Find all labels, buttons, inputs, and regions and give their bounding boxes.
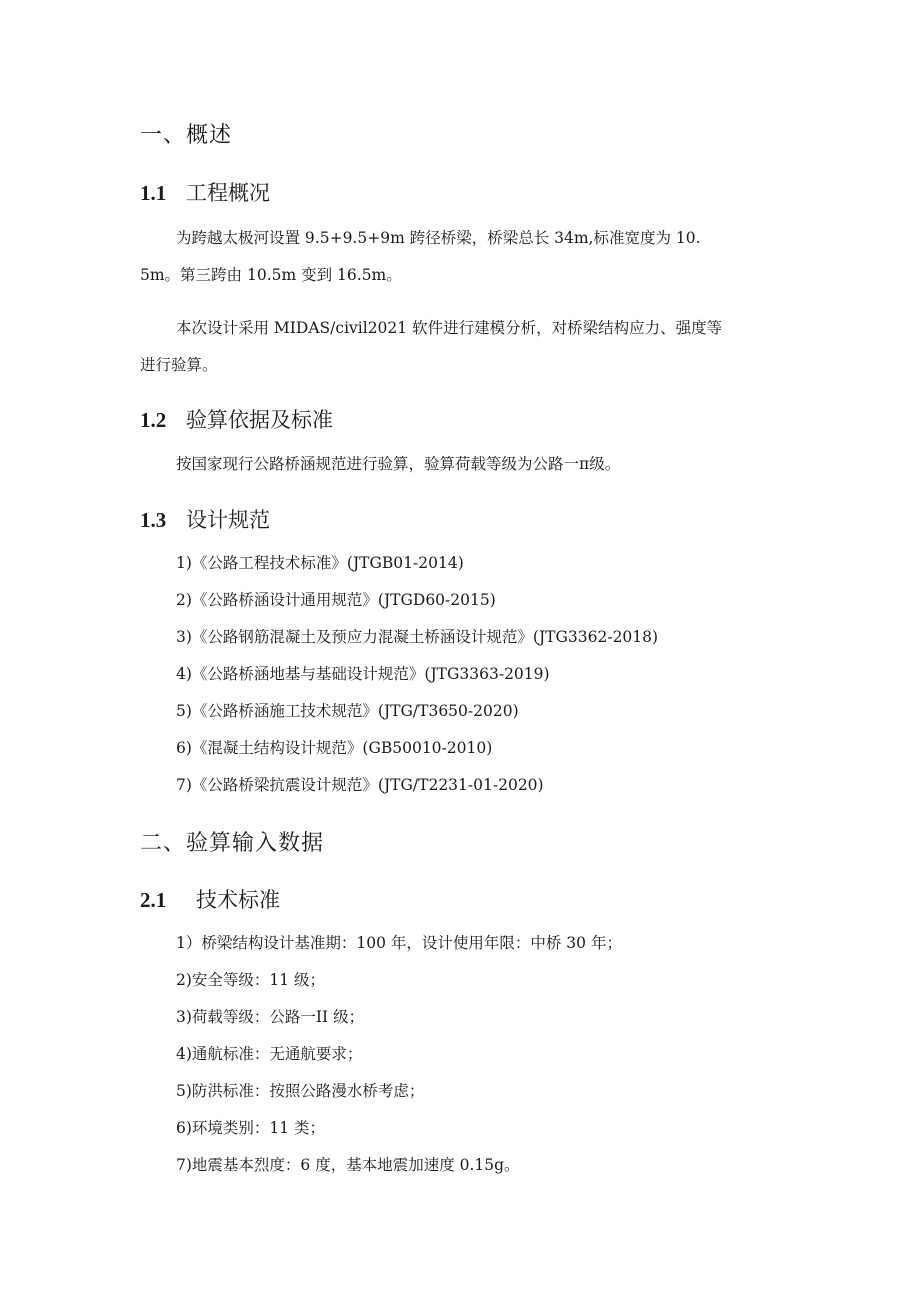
subsection-number: 2.1 [140, 888, 167, 912]
list-item: 7)地震基本烈度：6 度，基本地震加速度 0.15g。 [176, 1156, 520, 1174]
subsection-2-1-heading [140, 884, 280, 914]
list-item: 5)《公路桥涵施工技术规范》(JTG/T3650-2020) [176, 702, 519, 720]
subsection-1-2-heading [140, 404, 333, 434]
subsection-number: 1.1 [140, 181, 167, 205]
subsection-number: 1.3 [140, 508, 167, 532]
paragraph-line: 为跨越太极河设置 9.5+9.5+9m 跨径桥梁，桥梁总长 34m,标准宽度为 10. [176, 229, 701, 247]
list-item: 4)《公路桥涵地基与基础设计规范》(JTG3363-2019) [176, 665, 550, 683]
list-item: 6)《混凝土结构设计规范》(GB50010-2010) [176, 739, 493, 757]
subsection-1-1-heading [140, 177, 270, 207]
subsection-title: 验算依据及标准 [186, 408, 333, 432]
subsection-title: 工程概况 [186, 181, 270, 205]
paragraph-line: 按国家现行公路桥涵规范进行验算，验算荷载等级为公路一π级。 [176, 455, 621, 473]
paragraph-line: 5m。第三跨由 10.5m 变到 16.5m。 [140, 266, 402, 284]
list-item: 5)防洪标准：按照公路漫水桥考虑； [176, 1082, 425, 1100]
list-item: 4)通航标准：无通航要求； [176, 1045, 363, 1063]
list-item: 3)《公路钢筋混凝土及预应力混凝土桥涵设计规范》(JTG3362-2018) [176, 628, 659, 646]
list-item: 3)荷载等级：公路一II 级； [176, 1008, 365, 1026]
list-item: 6)环境类别：11 类； [176, 1119, 326, 1137]
list-item: 2)安全等级：11 级； [176, 971, 326, 989]
subsection-title: 设计规范 [186, 508, 270, 532]
list-item: 1）桥梁结构设计基准期：100 年，设计使用年限：中桥 30 年； [176, 934, 622, 952]
list-item: 2)《公路桥涵设计通用规范》(JTGD60-2015) [176, 591, 496, 609]
section-2-heading: 二、验算输入数据 [140, 831, 325, 856]
paragraph-line: 进行验算。 [140, 356, 218, 374]
subsection-number: 1.2 [140, 408, 167, 432]
subsection-1-3-heading [140, 504, 270, 534]
subsection-title: 技术标准 [196, 888, 280, 912]
paragraph-line: 本次设计采用 MIDAS/civil2021 软件进行建模分析，对桥梁结构应力、强度等 [176, 319, 723, 337]
list-item: 7)《公路桥梁抗震设计规范》(JTG/T2231-01-2020) [176, 776, 544, 794]
section-1-heading: 一、概述 [140, 123, 233, 148]
list-item: 1)《公路工程技术标准》(JTGB01-2014) [176, 554, 464, 572]
